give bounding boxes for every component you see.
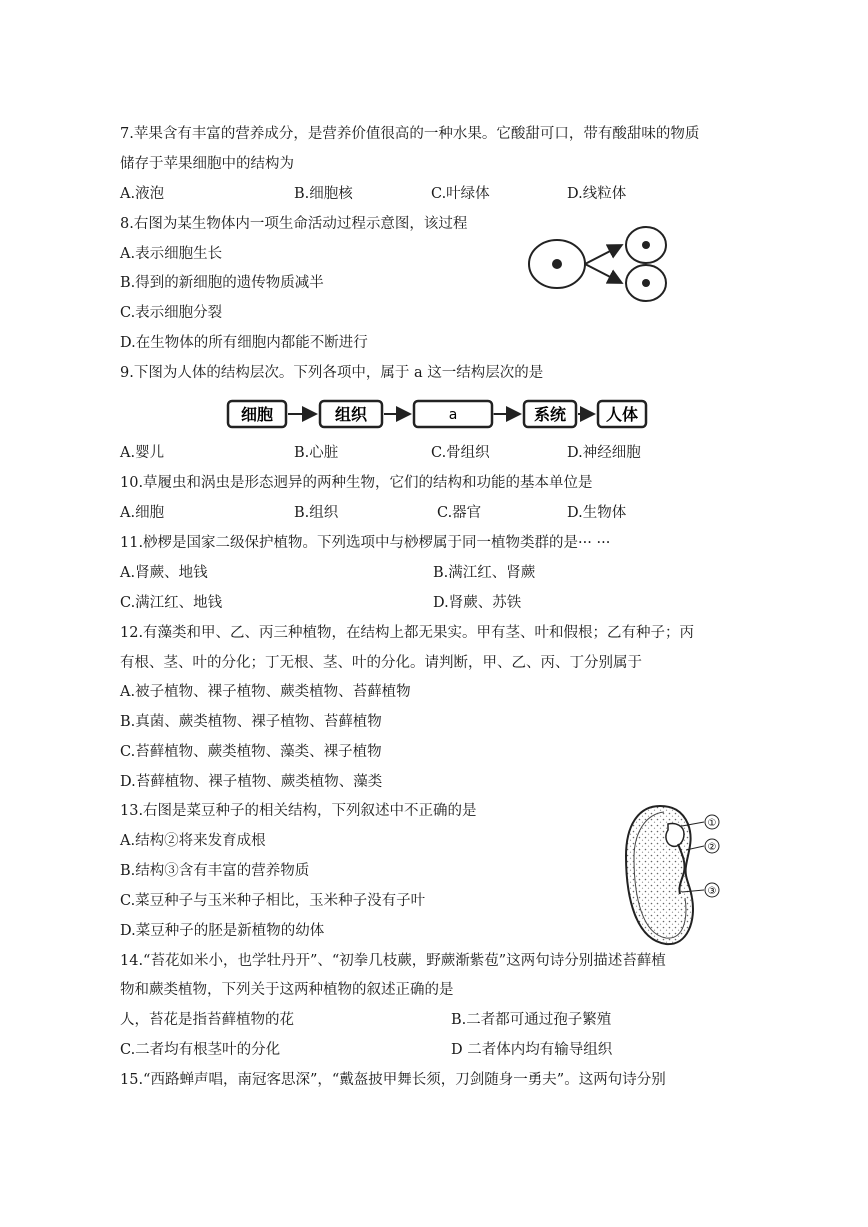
seed-label-1: ①	[707, 818, 717, 829]
q7-option-b: B.细胞核	[294, 186, 353, 202]
q13-option-c: C.菜豆种子与玉米种子相比，玉米种子没有子叶	[120, 893, 426, 909]
q10-stem: 10.草履虫和涡虫是形态迥异的两种生物，它们的结构和功能的基本单位是	[120, 475, 593, 491]
q14-option-d: D 二者体内均有输导组织	[451, 1042, 613, 1058]
seed-label-3: ③	[707, 886, 717, 897]
q14-option-b: B.二者都可通过孢子繁殖	[451, 1012, 612, 1028]
q13-option-d: D.菜豆种子的胚是新植物的幼体	[120, 923, 325, 939]
q14-option-c: C.二者均有根茎叶的分化	[120, 1042, 281, 1058]
q12-option-a: A.被子植物、裸子植物、蕨类植物、苔藓植物	[120, 684, 411, 700]
q11-stem: 11.桫椤是国家二级保护植物。下列选项中与桫椤属于同一植物类群的是··· ···	[120, 535, 611, 551]
q13-option-a: A.结构②将来发育成根	[120, 833, 266, 849]
q7-stem-line2: 储存于苹果细胞中的结构为	[120, 156, 294, 172]
q13-stem: 13.右图是菜豆种子的相关结构，下列叙述中不正确的是	[120, 803, 477, 819]
q7-option-c: C.叶绿体	[431, 186, 490, 202]
q11-option-a: A.肾蕨、地钱	[120, 565, 208, 581]
q9-option-b: B.心脏	[294, 445, 339, 461]
bean-seed-diagram	[608, 800, 728, 950]
q10-option-b: B.组织	[294, 505, 339, 521]
q7-option-d: D.线粒体	[567, 186, 627, 202]
q11-option-b: B.满江红、肾蕨	[433, 565, 536, 581]
q15-stem-line1: 15.“西路蝉声唱，南冠客思深”，“戴盔披甲舞长须，刀剑随身一勇夫”。这两句诗分别	[120, 1072, 666, 1088]
q14-option-a: 人，苔花是指苔藓植物的花	[120, 1012, 294, 1028]
daughter-cell-upper	[626, 227, 666, 263]
cell-division-diagram	[520, 224, 680, 304]
flow-label-system: 系统	[533, 405, 567, 424]
q14-stem-line2: 物和蕨类植物，下列关于这两种植物的叙述正确的是	[120, 982, 454, 998]
q9-option-c: C.骨组织	[431, 445, 490, 461]
embryo-plumule	[666, 823, 684, 846]
q8-option-a: A.表示细胞生长	[120, 246, 223, 262]
body-structure-levels-diagram	[226, 397, 648, 431]
q13-option-b: B.结构③含有丰富的营养物质	[120, 863, 310, 879]
q8-option-d: D.在生物体的所有细胞内都能不断进行	[120, 335, 368, 351]
q11-option-c: C.满江红、地钱	[120, 595, 223, 611]
q11-option-d: D.肾蕨、苏铁	[433, 595, 522, 611]
arrow-lower	[585, 264, 620, 282]
q14-stem-line1: 14.“苔花如米小，也学牡丹开”、“初拳几枝蕨，野蕨渐紫苞”这两句诗分别描述苔藓植	[120, 953, 666, 969]
flow-label-a: a	[448, 407, 458, 423]
daughter-cell-lower	[626, 265, 666, 301]
q10-option-a: A.细胞	[120, 505, 165, 521]
q8-stem: 8.右图为某生物体内一项生命活动过程示意图，该过程	[120, 216, 468, 232]
q12-stem-line1: 12.有藻类和甲、乙、丙三种植物，在结构上都无果实。甲有茎、叶和假根；乙有种子；丙	[120, 625, 695, 641]
parent-cell	[529, 240, 585, 288]
flow-label-human: 人体	[605, 405, 639, 424]
q7-option-a: A.液泡	[120, 186, 165, 202]
q9-option-d: D.神经细胞	[567, 445, 641, 461]
q12-option-b: B.真菌、蕨类植物、裸子植物、苔藓植物	[120, 714, 382, 730]
q12-option-c: C.苔藓植物、蕨类植物、藻类、裸子植物	[120, 744, 382, 760]
q7-stem-line1: 7.苹果含有丰富的营养成分，是营养价值很高的一种水果。它酸甜可口，带有酸甜味的物质	[120, 126, 700, 142]
q12-stem-line2: 有根、茎、叶的分化；丁无根、茎、叶的分化。请判断，甲、乙、丙、丁分别属于	[120, 655, 642, 671]
q8-option-c: C.表示细胞分裂	[120, 305, 223, 321]
seed-label-2: ②	[707, 842, 717, 853]
q10-option-d: D.生物体	[567, 505, 627, 521]
q12-option-d: D.苔藓植物、裸子植物、蕨类植物、藻类	[120, 774, 383, 790]
q8-option-b: B.得到的新细胞的遗传物质减半	[120, 275, 324, 291]
q9-stem: 9.下图为人体的结构层次。下列各项中，属于 a 这一结构层次的是	[120, 365, 544, 381]
flow-label-cell: 细胞	[240, 405, 274, 424]
flow-label-tissue: 组织	[334, 405, 368, 424]
q10-option-c: C.器官	[437, 505, 482, 521]
arrow-upper	[585, 246, 620, 264]
q9-option-a: A.婴儿	[120, 445, 165, 461]
